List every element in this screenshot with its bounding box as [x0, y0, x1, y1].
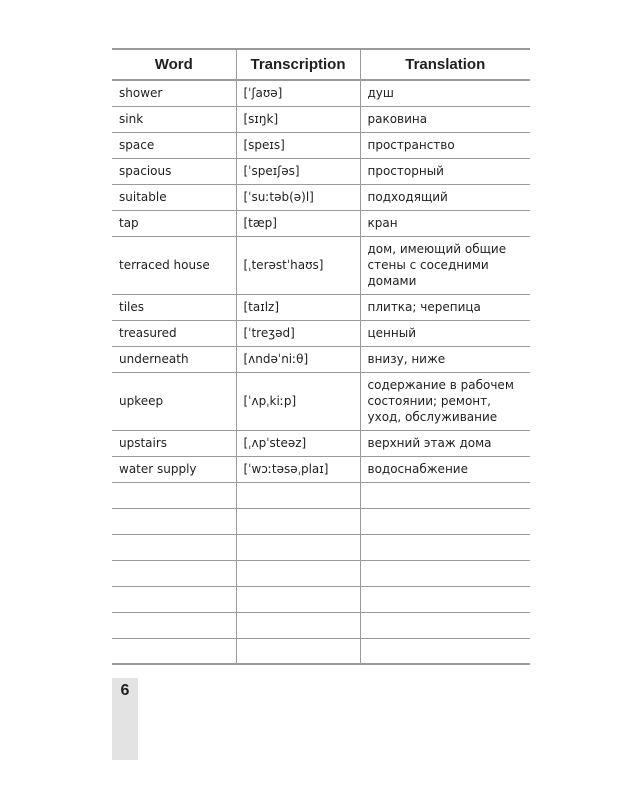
translation-cell: душ [360, 80, 530, 106]
empty-cell [112, 560, 236, 586]
header-transcription: Transcription [236, 49, 360, 80]
empty-cell [360, 508, 530, 534]
empty-cell [360, 482, 530, 508]
translation-cell: дом, имеющий общие стены с соседними домами [360, 236, 530, 294]
empty-cell [360, 586, 530, 612]
empty-cell [236, 586, 360, 612]
empty-cell [112, 638, 236, 664]
word-cell: upstairs [112, 430, 236, 456]
transcription-cell: [sɪŋk] [236, 106, 360, 132]
empty-cell [236, 482, 360, 508]
translation-cell: внизу, ниже [360, 346, 530, 372]
table-row [112, 106, 530, 132]
word-cell: spacious [112, 158, 236, 184]
empty-cell [112, 586, 236, 612]
empty-cell [360, 612, 530, 638]
transcription-cell: [ˈsuːtəb(ə)l] [236, 184, 360, 210]
empty-cell [360, 638, 530, 664]
word-cell: treasured [112, 320, 236, 346]
word-cell: suitable [112, 184, 236, 210]
empty-cell [112, 612, 236, 638]
table-row [112, 236, 530, 294]
transcription-cell: [ˌterəstˈhaʊs] [236, 236, 360, 294]
transcription-cell: [ˌʌpˈsteəz] [236, 430, 360, 456]
page-number: 6 [120, 682, 130, 699]
transcription-cell: [ˈspeɪʃəs] [236, 158, 360, 184]
table-row [112, 372, 530, 430]
table-row [112, 456, 530, 482]
transcription-cell: [ˈtreʒəd] [236, 320, 360, 346]
translation-cell: содержание в рабочем состоянии; ремонт, уход, обслуживание [360, 372, 530, 430]
empty-row [112, 612, 530, 638]
table-row [112, 320, 530, 346]
translation-cell: просторный [360, 158, 530, 184]
word-cell: space [112, 132, 236, 158]
header-word: Word [112, 49, 236, 80]
empty-cell [112, 534, 236, 560]
table-row [112, 210, 530, 236]
empty-row [112, 638, 530, 664]
table-row [112, 80, 530, 106]
transcription-cell: [ˈwɔːtəsəˌplaɪ] [236, 456, 360, 482]
empty-cell [236, 560, 360, 586]
word-cell: water supply [112, 456, 236, 482]
vocabulary-table [112, 48, 530, 665]
word-cell: tap [112, 210, 236, 236]
empty-cell [360, 560, 530, 586]
word-cell: terraced house [112, 236, 236, 294]
table-row [112, 346, 530, 372]
translation-cell: раковина [360, 106, 530, 132]
table-row [112, 132, 530, 158]
empty-row [112, 534, 530, 560]
translation-cell: пространство [360, 132, 530, 158]
table-row [112, 184, 530, 210]
page-number-tab [112, 678, 138, 760]
translation-cell: подходящий [360, 184, 530, 210]
word-cell: underneath [112, 346, 236, 372]
translation-cell: кран [360, 210, 530, 236]
empty-cell [112, 482, 236, 508]
empty-cell [236, 638, 360, 664]
transcription-cell: [ˈʃaʊə] [236, 80, 360, 106]
table-row [112, 294, 530, 320]
header-row [112, 49, 530, 80]
word-cell: shower [112, 80, 236, 106]
translation-cell: ценный [360, 320, 530, 346]
empty-row [112, 508, 530, 534]
empty-cell [236, 534, 360, 560]
header-translation: Translation [360, 49, 530, 80]
translation-cell: плитка; черепица [360, 294, 530, 320]
word-cell: upkeep [112, 372, 236, 430]
word-cell: tiles [112, 294, 236, 320]
translation-cell: верхний этаж дома [360, 430, 530, 456]
transcription-cell: [taɪlz] [236, 294, 360, 320]
table-row [112, 158, 530, 184]
empty-cell [112, 508, 236, 534]
empty-row [112, 482, 530, 508]
empty-row [112, 560, 530, 586]
transcription-cell: [speɪs] [236, 132, 360, 158]
empty-cell [236, 612, 360, 638]
table-row [112, 430, 530, 456]
transcription-cell: [tæp] [236, 210, 360, 236]
empty-cell [236, 508, 360, 534]
empty-row [112, 586, 530, 612]
word-cell: sink [112, 106, 236, 132]
transcription-cell: [ʌndəˈniːθ] [236, 346, 360, 372]
translation-cell: водоснабжение [360, 456, 530, 482]
transcription-cell: [ˈʌpˌkiːp] [236, 372, 360, 430]
empty-cell [360, 534, 530, 560]
